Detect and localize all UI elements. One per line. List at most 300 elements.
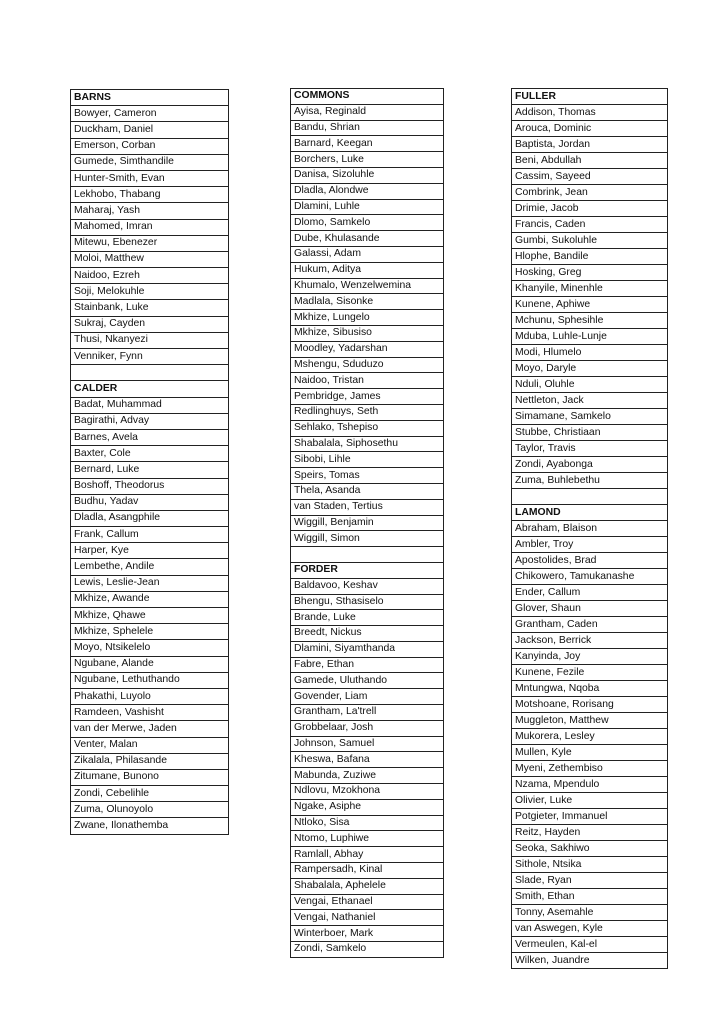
- table-row: [291, 468, 444, 484]
- student-name: Hosking, Greg: [512, 265, 668, 281]
- student-name: Ramdeen, Vashisht: [71, 705, 229, 721]
- student-name: Borchers, Luke: [291, 152, 444, 168]
- table-row: [512, 473, 668, 489]
- student-name: Duckham, Daniel: [71, 122, 229, 138]
- table-row: [291, 389, 444, 405]
- table-row: [71, 413, 229, 429]
- student-name: Maharaj, Yash: [71, 203, 229, 219]
- student-name: Mntungwa, Nqoba: [512, 681, 668, 697]
- student-name: Ngubane, Alande: [71, 656, 229, 672]
- house-name: FULLER: [512, 89, 668, 105]
- student-name: Barnard, Keegan: [291, 136, 444, 152]
- table-row: [512, 153, 668, 169]
- house-header-row: [512, 505, 668, 521]
- table-row: [291, 720, 444, 736]
- table-row: [291, 373, 444, 389]
- table-row: [512, 569, 668, 585]
- table-row: [71, 300, 229, 316]
- table-row: [512, 793, 668, 809]
- student-name: Galassi, Adam: [291, 246, 444, 262]
- house-table-column-1: [70, 89, 229, 835]
- student-name: Hlophe, Bandile: [512, 249, 668, 265]
- student-name: Gamede, Uluthando: [291, 673, 444, 689]
- student-name: Ambler, Troy: [512, 537, 668, 553]
- house-header-row: [291, 89, 444, 105]
- student-name: Frank, Callum: [71, 527, 229, 543]
- student-name: Dladla, Alondwe: [291, 183, 444, 199]
- student-name: Soji, Melokuhle: [71, 284, 229, 300]
- student-name: Mahomed, Imran: [71, 219, 229, 235]
- table-row: [512, 217, 668, 233]
- student-name: Emerson, Corban: [71, 138, 229, 154]
- table-row: [71, 753, 229, 769]
- spacer-row: [512, 489, 668, 505]
- table-row: [291, 626, 444, 642]
- student-name: Smith, Ethan: [512, 889, 668, 905]
- table-row: [71, 106, 229, 122]
- student-name: Vengai, Nathaniel: [291, 910, 444, 926]
- student-name: Potgieter, Immanuel: [512, 809, 668, 825]
- student-name: Badat, Muhammad: [71, 397, 229, 413]
- student-name: Mkhize, Awande: [71, 591, 229, 607]
- student-name: Chikowero, Tamukanashe: [512, 569, 668, 585]
- table-row: [291, 942, 444, 958]
- house-name: FORDER: [291, 562, 444, 578]
- table-row: [291, 278, 444, 294]
- table-row: [512, 361, 668, 377]
- table-row: [512, 937, 668, 953]
- student-name: Wiggill, Simon: [291, 531, 444, 547]
- student-name: Ender, Callum: [512, 585, 668, 601]
- student-name: Glover, Shaun: [512, 601, 668, 617]
- table-row: [291, 404, 444, 420]
- student-name: Ntloko, Sisa: [291, 815, 444, 831]
- student-name: Grantham, La'trell: [291, 705, 444, 721]
- table-row: [512, 857, 668, 873]
- student-name: Ntomo, Luphiwe: [291, 831, 444, 847]
- table-row: [71, 802, 229, 818]
- table-row: [512, 745, 668, 761]
- student-name: Sibobi, Lihle: [291, 452, 444, 468]
- table-row: [512, 377, 668, 393]
- table-row: [71, 656, 229, 672]
- table-row: [512, 233, 668, 249]
- student-name: Beni, Abdullah: [512, 153, 668, 169]
- table-row: [291, 104, 444, 120]
- table-row: [512, 441, 668, 457]
- table-row: [71, 688, 229, 704]
- student-name: Reitz, Hayden: [512, 825, 668, 841]
- table-row: [512, 537, 668, 553]
- student-name: Ayisa, Reginald: [291, 104, 444, 120]
- student-name: Zondi, Cebelihle: [71, 786, 229, 802]
- spacer-row: [71, 365, 229, 381]
- student-name: Dube, Khulasande: [291, 231, 444, 247]
- student-name: Francis, Caden: [512, 217, 668, 233]
- student-name: Khumalo, Wenzelwemina: [291, 278, 444, 294]
- student-name: Bowyer, Cameron: [71, 106, 229, 122]
- student-name: Mkhize, Sphelele: [71, 624, 229, 640]
- table-row: [291, 136, 444, 152]
- table-row: [71, 559, 229, 575]
- table-row: [512, 729, 668, 745]
- table-row: [71, 397, 229, 413]
- student-name: Venniker, Fynn: [71, 349, 229, 365]
- student-name: Ramlall, Abhay: [291, 847, 444, 863]
- student-name: Cassim, Sayeed: [512, 169, 668, 185]
- student-name: Motshoane, Rorisang: [512, 697, 668, 713]
- student-name: Stainbank, Luke: [71, 300, 229, 316]
- student-name: Zondi, Samkelo: [291, 942, 444, 958]
- table-row: [71, 235, 229, 251]
- table-row: [512, 809, 668, 825]
- student-name: Mabunda, Zuziwe: [291, 768, 444, 784]
- table-row: [291, 926, 444, 942]
- student-name: Moodley, Yadarshan: [291, 341, 444, 357]
- student-name: Baptista, Jordan: [512, 137, 668, 153]
- student-name: Jackson, Berrick: [512, 633, 668, 649]
- table-row: [71, 672, 229, 688]
- student-name: Shabalala, Siphosethu: [291, 436, 444, 452]
- spacer-row: [291, 547, 444, 563]
- table-row: [71, 591, 229, 607]
- student-name: Shabalala, Aphelele: [291, 878, 444, 894]
- table-row: [291, 246, 444, 262]
- house-header-row: [71, 381, 229, 397]
- student-name: Zikalala, Philasande: [71, 753, 229, 769]
- table-row: [291, 183, 444, 199]
- table-row: [291, 736, 444, 752]
- student-name: Ngake, Asiphe: [291, 799, 444, 815]
- table-row: [71, 332, 229, 348]
- table-row: [291, 847, 444, 863]
- table-row: [71, 170, 229, 186]
- empty-cell: [291, 547, 444, 563]
- table-row: [291, 199, 444, 215]
- student-name: Govender, Liam: [291, 689, 444, 705]
- table-row: [512, 953, 668, 969]
- table-row: [512, 265, 668, 281]
- table-row: [512, 873, 668, 889]
- house-table-column-2: [290, 88, 444, 958]
- student-name: Lekhobo, Thabang: [71, 187, 229, 203]
- student-name: Bandu, Shrian: [291, 120, 444, 136]
- student-name: Zuma, Buhlebethu: [512, 473, 668, 489]
- student-name: Grobbelaar, Josh: [291, 720, 444, 736]
- table-row: [291, 705, 444, 721]
- student-name: Nettleton, Jack: [512, 393, 668, 409]
- table-row: [71, 705, 229, 721]
- table-row: [291, 231, 444, 247]
- student-name: van der Merwe, Jaden: [71, 721, 229, 737]
- student-name: Mkhize, Qhawe: [71, 608, 229, 624]
- student-name: Myeni, Zethembiso: [512, 761, 668, 777]
- table-row: [291, 578, 444, 594]
- student-name: Ndlovu, Mzokhona: [291, 784, 444, 800]
- house-table-column-3: [511, 88, 668, 969]
- student-name: Sithole, Ntsika: [512, 857, 668, 873]
- table-row: [512, 617, 668, 633]
- student-name: Kunene, Fezile: [512, 665, 668, 681]
- table-row: [71, 769, 229, 785]
- student-name: Nduli, Oluhle: [512, 377, 668, 393]
- table-row: [291, 910, 444, 926]
- table-row: [71, 818, 229, 834]
- student-name: Vermeulen, Kal-el: [512, 937, 668, 953]
- table-row: [512, 201, 668, 217]
- student-name: Mkhize, Sibusiso: [291, 325, 444, 341]
- table-row: [291, 483, 444, 499]
- table-row: [291, 878, 444, 894]
- student-name: Dlamini, Siyamthanda: [291, 641, 444, 657]
- empty-cell: [512, 489, 668, 505]
- table-row: [512, 681, 668, 697]
- student-name: Redlinghuys, Seth: [291, 404, 444, 420]
- student-name: Kanyinda, Joy: [512, 649, 668, 665]
- table-row: [512, 601, 668, 617]
- student-name: Simamane, Samkelo: [512, 409, 668, 425]
- student-name: Baldavoo, Keshav: [291, 578, 444, 594]
- table-row: [291, 120, 444, 136]
- student-name: Mchunu, Sphesihle: [512, 313, 668, 329]
- table-row: [71, 268, 229, 284]
- student-name: Brande, Luke: [291, 610, 444, 626]
- table-row: [71, 478, 229, 494]
- table-row: [291, 752, 444, 768]
- table-row: [512, 697, 668, 713]
- table-row: [291, 325, 444, 341]
- table-row: [291, 784, 444, 800]
- table-row: [512, 329, 668, 345]
- table-row: [512, 137, 668, 153]
- student-name: Zuma, Olunoyolo: [71, 802, 229, 818]
- student-name: Mshengu, Sduduzo: [291, 357, 444, 373]
- student-name: Gumbi, Sukoluhle: [512, 233, 668, 249]
- table-row: [291, 499, 444, 515]
- student-name: Thusi, Nkanyezi: [71, 332, 229, 348]
- table-row: [291, 341, 444, 357]
- table-row: [512, 649, 668, 665]
- student-name: Hunter-Smith, Evan: [71, 170, 229, 186]
- student-name: Phakathi, Luyolo: [71, 688, 229, 704]
- table-row: [71, 316, 229, 332]
- student-name: Bernard, Luke: [71, 462, 229, 478]
- student-name: Moloi, Matthew: [71, 251, 229, 267]
- student-name: Moyo, Ntsikelelo: [71, 640, 229, 656]
- table-row: [291, 310, 444, 326]
- table-row: [71, 510, 229, 526]
- table-row: [512, 585, 668, 601]
- student-name: Pembridge, James: [291, 389, 444, 405]
- table-row: [512, 313, 668, 329]
- table-row: [512, 521, 668, 537]
- table-row: [71, 446, 229, 462]
- table-row: [512, 761, 668, 777]
- table-row: [291, 689, 444, 705]
- student-name: Venter, Malan: [71, 737, 229, 753]
- table-row: [71, 429, 229, 445]
- table-row: [71, 349, 229, 365]
- house-header-row: [512, 89, 668, 105]
- student-name: Thela, Asanda: [291, 483, 444, 499]
- table-row: [291, 531, 444, 547]
- student-name: Vengai, Ethanael: [291, 894, 444, 910]
- student-name: Arouca, Dominic: [512, 121, 668, 137]
- student-name: Sukraj, Cayden: [71, 316, 229, 332]
- table-row: [512, 841, 668, 857]
- table-row: [512, 665, 668, 681]
- house-name: BARNS: [71, 90, 229, 106]
- table-row: [71, 138, 229, 154]
- table-row: [291, 799, 444, 815]
- table-row: [512, 345, 668, 361]
- student-name: Lewis, Leslie-Jean: [71, 575, 229, 591]
- house-header-row: [71, 90, 229, 106]
- table-row: [512, 249, 668, 265]
- student-name: Zitumane, Bunono: [71, 769, 229, 785]
- student-name: Zwane, Ilonathemba: [71, 818, 229, 834]
- student-name: Danisa, Sizoluhle: [291, 167, 444, 183]
- student-name: Lembethe, Andile: [71, 559, 229, 575]
- table-row: [512, 281, 668, 297]
- table-row: [71, 154, 229, 170]
- student-name: Grantham, Caden: [512, 617, 668, 633]
- student-name: Seoka, Sakhiwo: [512, 841, 668, 857]
- table-row: [291, 152, 444, 168]
- student-name: Bagirathi, Advay: [71, 413, 229, 429]
- table-row: [71, 608, 229, 624]
- student-name: Addison, Thomas: [512, 105, 668, 121]
- student-name: Naidoo, Tristan: [291, 373, 444, 389]
- student-name: Kheswa, Bafana: [291, 752, 444, 768]
- house-name: COMMONS: [291, 89, 444, 105]
- empty-cell: [71, 365, 229, 381]
- table-row: [512, 633, 668, 649]
- student-name: Stubbe, Christiaan: [512, 425, 668, 441]
- student-name: Dlamini, Luhle: [291, 199, 444, 215]
- house-name: CALDER: [71, 381, 229, 397]
- student-name: Winterboer, Mark: [291, 926, 444, 942]
- student-name: Naidoo, Ezreh: [71, 268, 229, 284]
- table-row: [71, 721, 229, 737]
- student-name: Baxter, Cole: [71, 446, 229, 462]
- table-row: [71, 203, 229, 219]
- student-name: Rampersadh, Kinal: [291, 863, 444, 879]
- table-row: [291, 436, 444, 452]
- table-row: [512, 297, 668, 313]
- student-name: Mitewu, Ebenezer: [71, 235, 229, 251]
- student-name: Nzama, Mpendulo: [512, 777, 668, 793]
- student-name: Tonny, Asemahle: [512, 905, 668, 921]
- table-row: [291, 673, 444, 689]
- table-row: [71, 640, 229, 656]
- table-row: [512, 905, 668, 921]
- student-name: Olivier, Luke: [512, 793, 668, 809]
- student-name: Kunene, Aphiwe: [512, 297, 668, 313]
- student-name: Breedt, Nickus: [291, 626, 444, 642]
- table-row: [71, 737, 229, 753]
- table-row: [291, 815, 444, 831]
- student-name: Zondi, Ayabonga: [512, 457, 668, 473]
- table-row: [291, 515, 444, 531]
- student-name: van Staden, Tertius: [291, 499, 444, 515]
- student-name: Harper, Kye: [71, 543, 229, 559]
- table-row: [512, 185, 668, 201]
- student-name: Moyo, Daryle: [512, 361, 668, 377]
- student-name: van Aswegen, Kyle: [512, 921, 668, 937]
- student-name: Combrink, Jean: [512, 185, 668, 201]
- student-name: Modi, Hlumelo: [512, 345, 668, 361]
- house-header-row: [291, 562, 444, 578]
- student-name: Wilken, Juandre: [512, 953, 668, 969]
- table-row: [291, 863, 444, 879]
- table-row: [512, 553, 668, 569]
- table-row: [512, 889, 668, 905]
- student-name: Barnes, Avela: [71, 429, 229, 445]
- house-name: LAMOND: [512, 505, 668, 521]
- table-row: [71, 527, 229, 543]
- table-row: [512, 409, 668, 425]
- table-row: [291, 657, 444, 673]
- table-row: [71, 494, 229, 510]
- table-row: [71, 122, 229, 138]
- table-row: [71, 251, 229, 267]
- student-name: Mkhize, Lungelo: [291, 310, 444, 326]
- table-row: [291, 610, 444, 626]
- table-row: [71, 187, 229, 203]
- table-row: [71, 462, 229, 478]
- table-row: [71, 624, 229, 640]
- student-name: Speirs, Tomas: [291, 468, 444, 484]
- table-row: [291, 894, 444, 910]
- table-row: [71, 543, 229, 559]
- table-row: [512, 713, 668, 729]
- student-name: Fabre, Ethan: [291, 657, 444, 673]
- table-row: [512, 121, 668, 137]
- table-row: [512, 105, 668, 121]
- student-name: Johnson, Samuel: [291, 736, 444, 752]
- student-name: Wiggill, Benjamin: [291, 515, 444, 531]
- table-row: [71, 786, 229, 802]
- student-name: Apostolides, Brad: [512, 553, 668, 569]
- student-name: Abraham, Blaison: [512, 521, 668, 537]
- student-name: Muggleton, Matthew: [512, 713, 668, 729]
- table-row: [71, 219, 229, 235]
- student-name: Ngubane, Lethuthando: [71, 672, 229, 688]
- table-row: [291, 215, 444, 231]
- student-name: Dlomo, Samkelo: [291, 215, 444, 231]
- table-row: [512, 457, 668, 473]
- table-row: [512, 169, 668, 185]
- table-row: [291, 357, 444, 373]
- table-row: [291, 420, 444, 436]
- table-row: [71, 284, 229, 300]
- student-name: Khanyile, Minenhle: [512, 281, 668, 297]
- student-name: Budhu, Yadav: [71, 494, 229, 510]
- student-name: Drimie, Jacob: [512, 201, 668, 217]
- student-name: Sehlako, Tshepiso: [291, 420, 444, 436]
- student-name: Madlala, Sisonke: [291, 294, 444, 310]
- student-name: Gumede, Simthandile: [71, 154, 229, 170]
- student-name: Boshoff, Theodorus: [71, 478, 229, 494]
- table-row: [512, 921, 668, 937]
- table-row: [512, 425, 668, 441]
- table-row: [291, 452, 444, 468]
- table-row: [512, 825, 668, 841]
- student-name: Slade, Ryan: [512, 873, 668, 889]
- student-name: Dladla, Asangphile: [71, 510, 229, 526]
- table-row: [291, 641, 444, 657]
